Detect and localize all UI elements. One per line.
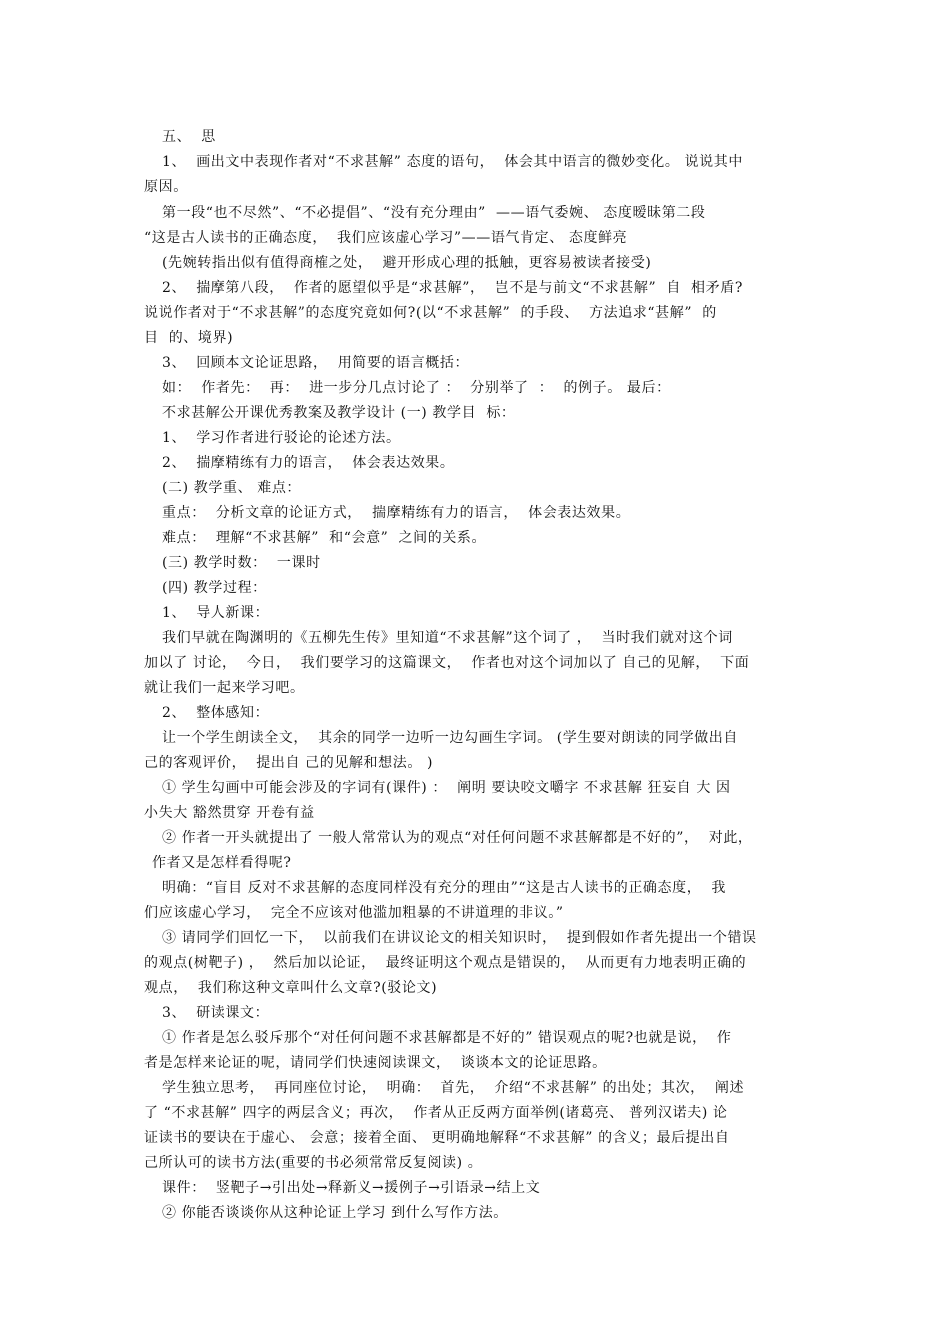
text-line: (四) 教学过程： <box>162 580 267 596</box>
text-line: 者是怎样来论证的呢，请同学们快速阅读课文， 谈谈本文的论证思路。 <box>144 1055 607 1071</box>
text-line: 第一段“也不尽然”、“不必提倡”、“没有充分理由” ——语气委婉、 态度暧昧第二段 <box>162 205 706 221</box>
text-line: 1、 画出文中表现作者对“不求甚解” 态度的语句， 体会其中语言的微妙变化。 说说其中 <box>162 154 743 170</box>
text-line: 原因。 <box>144 179 188 195</box>
text-line: “这是古人读书的正确态度， 我们应该虚心学习”——语气肯定、 态度鲜亮 <box>144 230 628 246</box>
text-line: (二) 教学重、 难点： <box>162 480 302 496</box>
text-line: ③ 请同学们回忆一下， 以前我们在讲议论文的相关知识时， 提到假如作者先提出一个错误 <box>162 930 757 946</box>
text-line: 了 “不求甚解” 四字的两层含义；再次， 作者从正反两方面举例(诸葛亮、 普列汉诺夫) 论 <box>144 1105 728 1121</box>
text-line: 说说作者对于“不求甚解”的态度究竟如何?(以“不求甚解” 的手段、 方法追求“甚解” 的 <box>144 305 717 321</box>
text-line: 己的客观评价， 提出自 己的见解和想法。 ) <box>144 755 434 771</box>
text-line: 观点， 我们称这种文章叫什么文章?(驳论文) <box>144 980 438 996</box>
text-line: 让一个学生朗读全文， 其余的同学一边听一边勾画生字词。 (学生要对朗读的同学做出自 <box>162 730 739 746</box>
text-line: 们应该虚心学习， 完全不应该对他滥加粗暴的不讲道理的非议。” <box>144 905 564 921</box>
text-line: 我们早就在陶渊明的《五柳先生传》里知道“不求甚解”这个词了 ， 当时我们就对这个词 <box>162 630 733 646</box>
text-line: 小失大 豁然贯穿 开卷有益 <box>144 805 315 821</box>
text-line: ① 学生勾画中可能会涉及的字词有(课件) ： 阐明 要诀咬文嚼字 不求甚解 狂妄自 大 因 <box>162 780 731 796</box>
text-line: 1、 学习作者进行驳论的论述方法。 <box>162 430 401 446</box>
text-line: 3、 回顾本文论证思路， 用简要的语言概括： <box>162 355 470 371</box>
text-line: (先婉转指出似有值得商榷之处， 避开形成心理的抵触，更容易被读者接受) <box>162 255 652 271</box>
text-line: 1、 导人新课： <box>162 605 270 621</box>
text-line: 如： 作者先： 再： 进一步分几点讨论了 ： 分别举了 ： 的例子。 最后： <box>162 380 671 396</box>
text-line: 明确：“盲目 反对不求甚解的态度同样没有充分的理由”“这是古人读书的正确态度， 我 <box>162 880 727 896</box>
text-line: 重点： 分析文章的论证方式， 揣摩精练有力的语言， 体会表达效果。 <box>162 505 631 521</box>
text-line: 的观点(树靶子) ， 然后加以论证， 最终证明这个观点是错误的， 从而更有力地表明正确的 <box>144 955 747 971</box>
text-line: 课件： 竖靶子→引出处→释新义→援例子→引语录→结上文 <box>162 1180 541 1196</box>
text-line: (三) 教学时数： 一课时 <box>162 555 321 571</box>
text-line: ② 作者一开头就提出了 一般人常常认为的观点“对任何问题不求甚解都是不好的”， 对此， <box>162 830 753 846</box>
text-line: 学生独立思考， 再同座位讨论， 明确： 首先， 介绍“不求甚解” 的出处；其次， 阐述 <box>162 1080 745 1096</box>
text-line: 就让我们一起来学习吧。 <box>144 680 305 696</box>
text-line: 不求甚解公开课优秀教案及教学设计 (一) 教学目 标： <box>162 405 516 421</box>
text-line: 2、 整体感知： <box>162 705 270 721</box>
text-line: 3、 研读课文： <box>162 1005 270 1021</box>
text-line: 难点： 理解“不求甚解” 和“会意” 之间的关系。 <box>162 530 487 546</box>
text-line: 五、 思 <box>162 129 216 145</box>
text-line: 证读书的要诀在于虚心、 会意；接着全面、 更明确地解释“不求甚解” 的含义；最后提出自 <box>144 1130 730 1146</box>
text-line: 己所认可的读书方法(重要的书必须常常反复阅读) 。 <box>144 1155 483 1171</box>
text-line: 加以了 讨论， 今日， 我们要学习的这篇课文， 作者也对这个词加以了 自己的见解， 下面 <box>144 655 750 671</box>
text-line: 2、 揣摩精练有力的语言， 体会表达效果。 <box>162 455 455 471</box>
text-line: 目 的、境界) <box>144 330 234 346</box>
text-line: ① 作者是怎么驳斥那个“对任何问题不求甚解都是不好的” 错误观点的呢?也就是说， 作 <box>162 1030 732 1046</box>
text-line: ② 你能否谈谈你从这种论证上学习 到什么写作方法。 <box>162 1205 508 1221</box>
text-line: 作者又是怎样看得呢? <box>152 855 292 871</box>
text-line: 2、 揣摩第八段， 作者的愿望似乎是“求甚解”， 岂不是与前文“不求甚解” 自 相矛盾? <box>162 280 743 296</box>
